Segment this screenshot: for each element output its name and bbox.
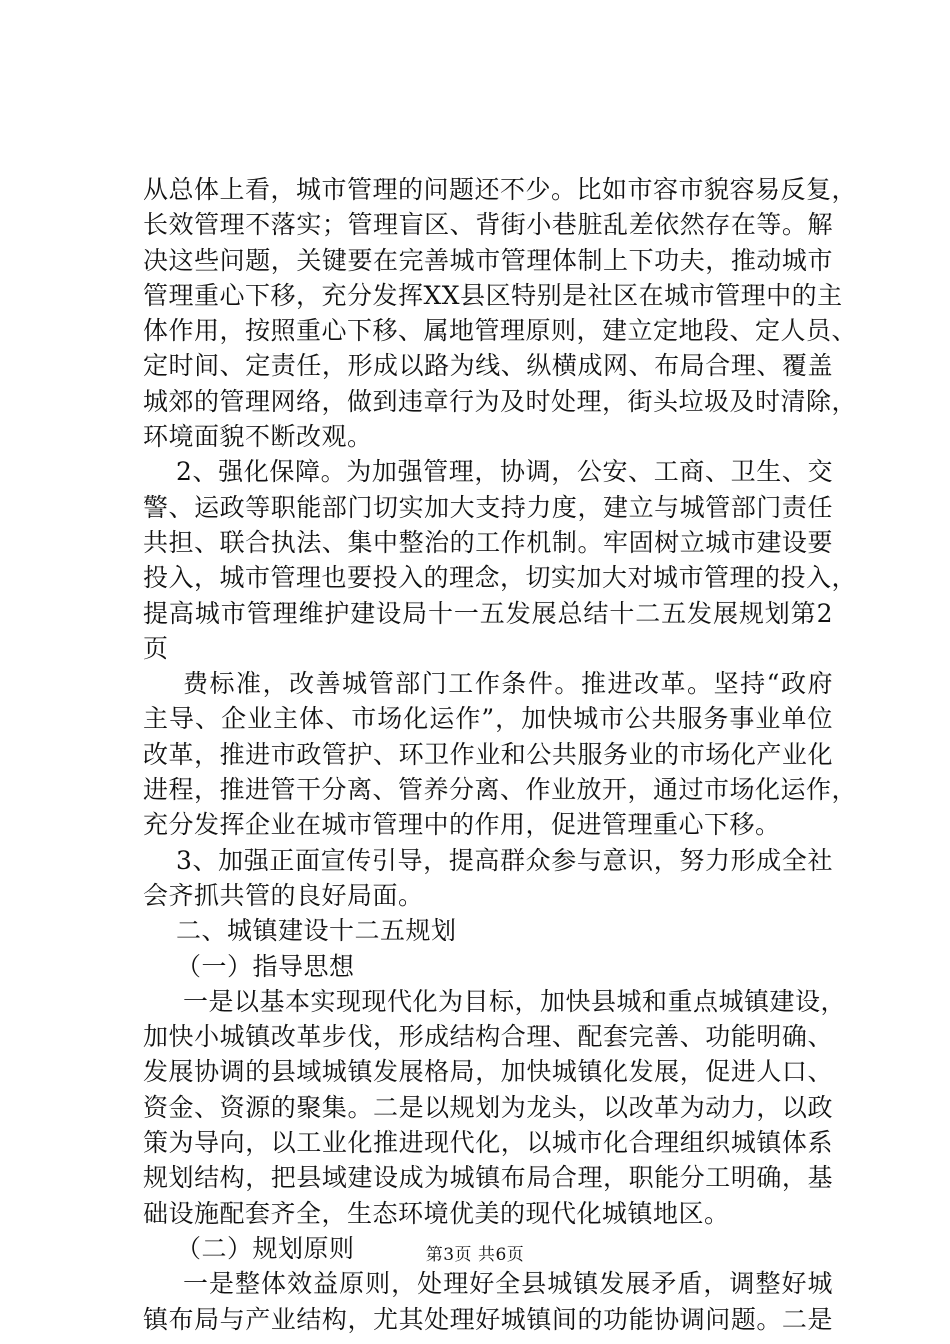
text-line: 策为导向，以工业化推进现代化，以城市化合理组织城镇体系 — [143, 1128, 833, 1158]
text-line: 页 — [143, 633, 169, 663]
page-footer — [0, 1240, 950, 1265]
text-line: 进程，推进管干分离、管养分离、作业放开，通过市场化运作， — [143, 775, 858, 805]
text-line: 规划结构，把县域建设成为城镇布局合理，职能分工明确，基 — [143, 1163, 833, 1193]
subsection-heading: （二）规划原则 — [176, 1233, 355, 1263]
text-line: 3、加强正面宣传引导，提高群众参与意识，努力形成全社 — [176, 845, 833, 875]
text-line: 2、强化保障。为加强管理，协调，公安、工商、卫生、交 — [176, 457, 833, 487]
text-line: 投入，城市管理也要投入的理念，切实加大对城市管理的投入， — [143, 563, 858, 593]
text-line: 充分发挥企业在城市管理中的作用，促进管理重心下移。 — [143, 810, 781, 840]
text-line: 主导、企业主体、市场化运作”，加快城市公共服务事业单位 — [143, 704, 833, 734]
text-line: 资金、资源的聚集。二是以规划为龙头，以改革为动力，以政 — [143, 1092, 833, 1122]
text-line: 费标准，改善城管部门工作条件。推进改革。坚持“政府 — [183, 669, 833, 699]
text-line: 从总体上看，城市管理的问题还不少。比如市容市貌容易反复， — [143, 175, 858, 204]
text-line: 提高城市管理维护建设局十一五发展总结十二五发展规划第2 — [143, 598, 833, 628]
text-line: 环境面貌不断改观。 — [143, 422, 373, 452]
text-line: 一是整体效益原则，处理好全县城镇发展矛盾，调整好城 — [183, 1269, 833, 1299]
text-line: 定时间、定责任，形成以路为线、纵横成网、布局合理、覆盖 — [143, 351, 833, 381]
text-line: 决这些问题，关键要在完善城市管理体制上下功夫，推动城市 — [143, 245, 833, 275]
subsection-heading: （一）指导思想 — [176, 951, 355, 981]
body-text — [143, 172, 858, 1337]
text-line: 发展协调的县域城镇发展格局，加快城镇化发展，促进人口、 — [143, 1057, 833, 1087]
text-line: 一是以基本实现现代化为目标，加快县城和重点城镇建设， — [183, 986, 847, 1016]
text-line: 警、运政等职能部门切实加大支持力度，建立与城管部门责任 — [143, 492, 833, 522]
page-number: 第3页 共6页 — [425, 1245, 525, 1265]
section-heading: 二、城镇建设十二五规划 — [176, 916, 457, 946]
text-line: 改革，推进市政管护、环卫作业和公共服务业的市场化产业化 — [143, 739, 833, 769]
text-line: 体作用，按照重心下移、属地管理原则，建立定地段、定人员、 — [143, 316, 858, 346]
text-line: 管理重心下移，充分发挥XX县区特别是社区在城市管理中的主 — [143, 280, 843, 310]
text-line: 加快小城镇改革步伐，形成结构合理、配套完善、功能明确、 — [143, 1022, 833, 1052]
text-line: 会齐抓共管的良好局面。 — [143, 880, 424, 910]
text-line: 长效管理不落实；管理盲区、背街小巷脏乱差依然存在等。解 — [143, 210, 833, 240]
text-line: 城郊的管理网络，做到违章行为及时处理，街头垃圾及时清除， — [143, 386, 858, 416]
text-line: 础设施配套齐全，生态环境优美的现代化城镇地区。 — [143, 1198, 730, 1228]
text-line: 镇布局与产业结构，尤其处理好城镇间的功能协调问题。二是 — [143, 1304, 833, 1334]
text-line: 共担、联合执法、集中整治的工作机制。牢固树立城市建设要 — [143, 527, 833, 557]
